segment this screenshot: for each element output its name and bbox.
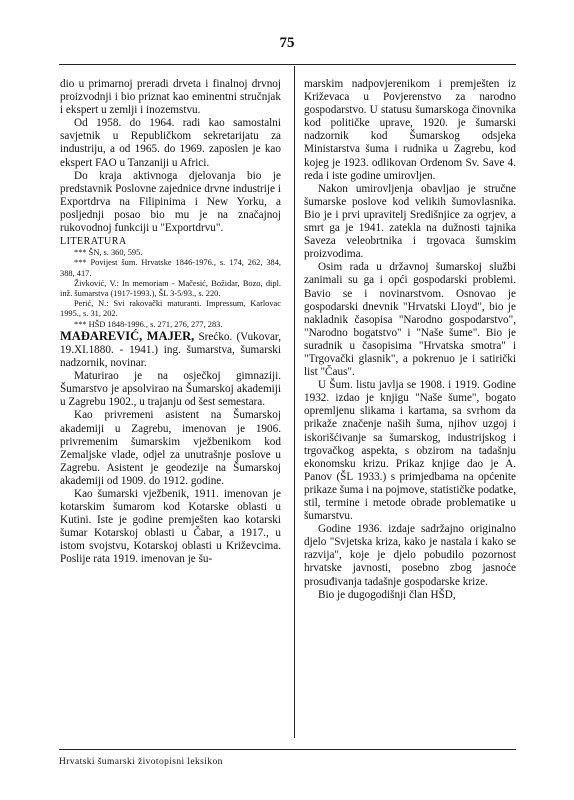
biography-name: MAĐAREVIĆ, MAJER, — [60, 328, 195, 343]
left-column — [60, 78, 281, 567]
paragraph: marskim nadpovjerenikom i premješten iz Križevaca u Povjerenstvo za narodno gospodarstvo. U statusu šumarskoga činovnika kod političke uprave, 1920. je šumarski nadzornik kod Šumarskog odsjeka Ministarstva šuma i rudnika u Zagrebu, kod kojeg je 1923. odlikovan Ordenom Sv. Save 4. reda i iste godine umirovljen. — [304, 78, 516, 182]
paragraph: Godine 1936. izdaje sadržajno originalno djelo "Svjetska kriza, kako je nastala i kako se razvija", koje je djelo pobudilo pozornost hrvatske javnosti, posebno zbog jasnoće prosuđivanja tadašnje gospodarske krize. — [304, 523, 516, 588]
footer-text: Hrvatski šumarski životopisni leksikon — [59, 757, 223, 767]
paragraph: Do kraja aktivnoga djelovanja bio je predstavnik Poslovne zajednice drvne industrije i Exportdrva na Filipinima i New Yorku, a posljednji posao bio mu je na značajnoj rukovodnoj funkciji u "Exportdrvu". — [60, 169, 281, 235]
biography-intro: Srećko. (Vukovar, 19.XI.1880. - 1941.) ing. šumarstva, šumarski nadzornik, novinar. — [60, 330, 281, 370]
paragraph: U Šum. listu javlja se 1908. i 1919. Godine 1932. izdao je knjigu "Naše šume", bogato opremljenu slikama i kartama, sa svrhom da prikaže značenje naših šuma, njihov uzgoj i iskorišćivanje sa šumarskog, industrijskog i trgovačkog aspekta, s obzirom na tadašnju ekonomsku krizu. Prikaz knjige dao je A. Panov (ŠL 1933.) s primjedbama na općenite prikaze šuma i na pojmove, statističke podatke, stil, termine i metode obrade problematike u šumarstvu. — [304, 379, 516, 523]
paragraph: Maturirao je na osječkoj gimnaziji. Šumarstvo je apsolvirao na Šumarskoj akademiji u Zagrebu 1902., u trajanju od šest semestara. — [60, 370, 281, 409]
paragraph: Bio je dugogodišnji član HŠD, — [318, 588, 456, 601]
column-divider — [294, 66, 295, 738]
page-number: 75 — [279, 35, 295, 51]
header-rule — [59, 64, 516, 65]
paragraph: Nakon umirovljenja obavljao je stručne šumarske poslove kod velikih šumovlasnika. Bio je i prvi upravitelj Središnjice za ogrjev, a smrt ga je 1941. zatekla na dužnosti tajnika Saveza veleobrtnika i trgovaca šumskim proizvodima. — [304, 182, 516, 261]
paragraph: Od 1958. do 1964. radi kao samostalni savjetnik u Republičkom sekretarijatu za industriju, a od 1965. do 1969. zaposlen je kao ekspert FAO u Tanzaniji u Africi. — [60, 117, 281, 169]
literature-heading: LITERATURA — [60, 236, 127, 248]
literature-entry: *** ŠN, s. 360, 595. — [74, 248, 143, 258]
paragraph: Kao privremeni asistent na Šumarskoj akademiji u Zagrebu, imenovan je 1906. privremenim šumarskim vježbenikom kod Zemaljske vlade, odjel za unutrašnje poslove u Zagrebu. Asistent je geodezije na Šumarskoj akademiji od 1909. do 1912. godine. — [60, 409, 281, 487]
literature-section — [60, 235, 281, 330]
paragraph: dio u primarnoj preradi drveta i finalnoj drvnoj proizvodnji i bio priznat kao eminentni stručnjak i ekspert u zemlji i inozemstvu. — [60, 78, 281, 117]
literature-entry: Živković, V.: In memoriam - Mačesić, Božidar, Bozo, dipl. inž. šumarstva (1917-1993.), ŠL 3-5/93., s. 220. — [60, 278, 281, 299]
paragraph: Osim rada u državnoj šumarskoj službi zanimali su ga i opći gospodarski problemi. Bavio se i novinarstvom. Osnovao je gospodarski dnevnik "Hrvatski Lloyd", bio je nakladnik časopisa "Narodno gospodarstvo", "Narodno bogatstvo" i "Naše šume". Bio je suradnik u časopisima "Hrvatska smotra" i "Trgovački glasnik", a pokrenuo je i satirički list "Čaus". — [304, 261, 516, 379]
paragraph: Kao šumarski vježbenik, 1911. imenovan je kotarskim šumarom kod Kotarske oblasti u Kutini. Iste je godine premješten kao kotarski šumar Kotarskoj oblasti u Čabar, a 1917., u istom svojstvu, Kotarskoj oblasti u Križevcima. Poslije rata 1919. imenovan je šu- — [60, 487, 281, 566]
biography-heading — [60, 330, 281, 370]
literature-entry: Perić, N.: Svi rakovački maturanti. Impressum, Karlovac 1995., s. 31, 202. — [60, 299, 281, 319]
literature-entry: *** Povijest šum. Hrvatske 1846-1976., s. 174, 262, 384, 388, 417. — [60, 258, 281, 278]
right-column — [304, 78, 516, 602]
footer-rule — [59, 749, 516, 750]
literature-entry: *** HŠD 1848-1996., s. 271, 276, 277, 283. — [74, 319, 223, 329]
